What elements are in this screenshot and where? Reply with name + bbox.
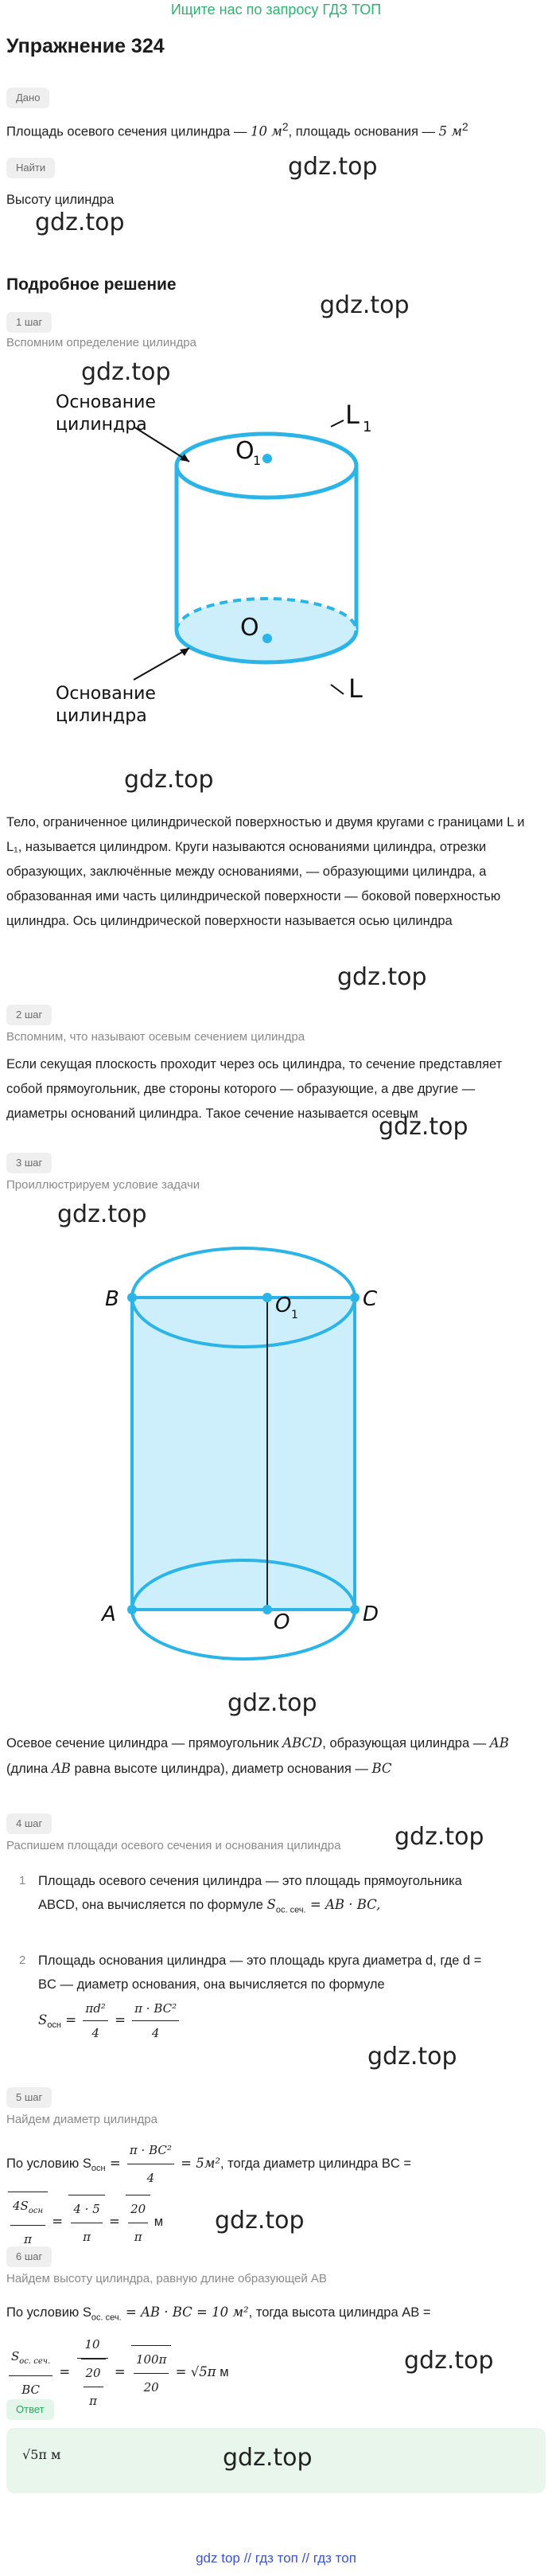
pointer-line	[331, 685, 344, 694]
label-C: C	[363, 1287, 378, 1311]
answer-value: √5π м	[22, 2447, 61, 2462]
step-caption: Найдем диаметр цилиндра	[6, 2113, 157, 2126]
cylinder-figure	[0, 374, 414, 740]
top-center-point	[262, 454, 272, 463]
step6-solution: По условию $S_{ос. сеч.}$ = AB · BC = 10 м², тогда высота цилиндра AB = $\frac{S_{ос. сеч.}}{BC}$ = $\frac{10}{\frac{20}{\pi}}$ = $\frac{100\pi}{20}$ = √5π м	[6, 2299, 539, 2414]
label-A: A	[102, 1602, 116, 1626]
label-top-base-line1: Основание	[56, 392, 156, 412]
watermark: gdz.top	[124, 766, 214, 794]
step-caption: Распишем площади осевого сечения и основания цилиндра	[6, 1839, 341, 1852]
axial-section-figure	[80, 1231, 445, 1676]
step-badge: 4 шаг	[6, 1813, 52, 1834]
find-text: Высоту цилиндра	[6, 193, 115, 207]
label-L: L	[348, 673, 363, 704]
axial-section-description: Осевое сечение цилиндра — прямоугольник ABCD, образующая цилиндра — AB (длина AB равна высоте цилиндра), диаметр основания — BC	[6, 1735, 509, 1776]
watermark: gdz.top	[367, 2043, 457, 2071]
answer-badge: Ответ	[6, 2399, 54, 2420]
step-caption: Найдем высоту цилиндра, равную длине образующей AB	[6, 2272, 327, 2285]
watermark: gdz.top	[57, 1200, 147, 1228]
step-caption: Вспомним, что называют осевым сечением цилиндра	[6, 1030, 305, 1044]
watermark: gdz.top	[395, 1823, 484, 1851]
list-item: 2 Площадь основания цилиндра — это площадь круга диаметра d, где d = BC — диаметр основания, она вычисляется по формуле $S_{осн}$ = $\frac{\text{πd²}}{4}$ = $\frac{\text{π · BC²}}{4}$	[19, 1953, 482, 2040]
label-O1: O	[235, 437, 255, 465]
step-caption: Вспомним определение цилиндра	[6, 336, 196, 349]
label-O1: O	[275, 1294, 292, 1317]
label-bottom-base-line2: цилиндра	[56, 706, 147, 726]
step-badge: 5 шаг	[6, 2087, 52, 2108]
given-badge: Дано	[6, 88, 49, 108]
step5-solution: По условию $S_{осн}$ = $\frac{\text{π · BC²}}{4}$ = 5м², тогда диаметр цилиндра BC = $\frac{4S_{осн}}{\pi}$ = $\frac{4 \cdot 5}{\pi}$ = $\frac{20}{\pi}$ м	[6, 2137, 539, 2253]
watermark: gdz.top	[320, 291, 410, 319]
label-O: O	[240, 614, 259, 642]
given-text: Площадь осевого сечения цилиндра — 10 $м^2$, площадь основания — 5 $м^2$	[6, 121, 468, 139]
label-O1-sub: 1	[253, 453, 262, 468]
top-base-ellipse	[177, 434, 356, 498]
watermark: gdz.top	[404, 2347, 494, 2375]
label-L1-sub: 1	[363, 419, 372, 435]
step-badge: 1 шаг	[6, 312, 52, 333]
watermark: gdz.top	[215, 2207, 305, 2234]
list-item: 1 Площадь осевого сечения цилиндра — это площадь прямоугольника ABCD, она вычисляется по формуле $S_{ос. сеч.}$ = AB · BC,	[19, 1874, 462, 1915]
label-bottom-base-line1: Основание	[56, 684, 156, 704]
watermark: gdz.top	[337, 963, 427, 991]
pointer-line	[134, 648, 189, 680]
find-badge: Найти	[6, 158, 55, 178]
step-badge: 2 шаг	[6, 1005, 52, 1025]
footer-links[interactable]: gdz top // гдз топ // гдз топ	[196, 2551, 356, 2566]
label-D: D	[363, 1602, 379, 1626]
label-L1: L	[345, 400, 360, 430]
watermark: gdz.top	[81, 358, 171, 386]
label-O: O	[274, 1610, 290, 1634]
axial-section-text: Если секущая плоскость проходит через ось цилиндра, то сечение представляет собой прямоугольник, две стороны которого — образующие, а две другие — диаметры оснований цилиндра. Такое сечение называется осевым	[6, 1057, 503, 1121]
top-search-link[interactable]: Ищите нас по запросу ГДЗ ТОП	[170, 2, 382, 18]
bottom-base-back	[177, 599, 356, 630]
watermark: gdz.top	[35, 209, 125, 236]
definition-text: Тело, ограниченное цилиндрической поверхностью и двумя кругами с границами L и L₁, называется цилиндром. Круги называются основаниями цилиндра, отрезки образующих, заключённые между основаниями, — образующими цилиндра, а образованная ими часть цилиндрической поверхности — боковой поверхностью цилиндра. Ось цилиндрической поверхности называется осью цилиндра	[6, 815, 525, 928]
step-badge: 3 шаг	[6, 1153, 52, 1173]
watermark: gdz.top	[223, 2444, 313, 2472]
step-caption: Проиллюстрируем условие задачи	[6, 1178, 200, 1192]
watermark: gdz.top	[227, 1689, 317, 1717]
bottom-center-point	[262, 634, 272, 643]
solution-title: Подробное решение	[6, 275, 177, 294]
step-badge: 6 шаг	[6, 2246, 52, 2267]
pointer-line	[331, 420, 344, 427]
watermark: gdz.top	[379, 1113, 468, 1141]
page-title: Упражнение 324	[6, 35, 165, 57]
label-top-base-line2: цилиндра	[56, 415, 147, 435]
label-O1-sub: 1	[291, 1309, 298, 1321]
label-B: B	[105, 1287, 119, 1311]
watermark: gdz.top	[288, 153, 378, 181]
